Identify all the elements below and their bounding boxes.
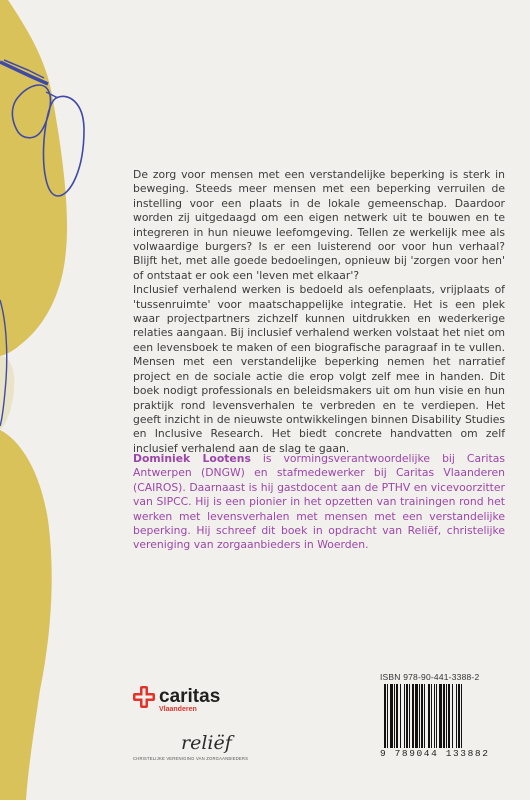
caritas-cross-icon — [133, 686, 155, 708]
relief-logo — [133, 732, 253, 761]
back-cover-blurb — [133, 168, 505, 456]
blurb-paragraph: De zorg voor mensen met een verstandelijke beperking is sterk in beweging. Steeds meer mensen met een beperking verruilen de instelling voor een plaats in de lokale gemeenschap. Daardoor worden zij uitgedaagd om een eigen netwerk uit te bouwen en te integreren in hun nieuwe leefomgeving. Tellen ze werkelijk mee als volwaardige burgers? Is er een luisterend oor voor hun verhaal? Blijft het, met alle goede bedoelingen, opnieuw bij 'zorgen voor hen' of ontstaat er ook een 'leven met elkaar'? — [133, 168, 505, 282]
relief-tagline: CHRISTELIJKE VERENIGING VAN ZORGAANBIEDERS — [133, 756, 249, 761]
caritas-wordmark: caritas — [159, 686, 221, 707]
barcode — [380, 684, 508, 748]
author-bio — [133, 452, 505, 553]
cover-illustration — [0, 0, 130, 800]
caritas-logo — [133, 686, 220, 713]
blurb-paragraph: Inclusief verhalend werken is bedoeld als oefenplaats, vrijplaats of 'tussenruimte' voor maatschappelijke integratie. Het is een plek waar projectpartners zichzelf kunnen uitdrukken en wederkerige relaties aangaan. Bij inclusief verhalend werken volstaat het niet om een levensboek te maken of een biografische paragraaf in te vullen. Mensen met een verstandelijke beperking nemen het narratief project en de sociale actie die erop volgt zelf mee in handen. Dit boek nodigt professionals en beleidsmakers uit om hun visie en hun praktijk rond levensverhalen te verbreden en te verdiepen. Het geeft inzicht in de nieuwste ontwikkelingen binnen Disability Studies en Inclusive Research. Het biedt concrete handvatten om zelf inclusief verhalend aan de slag te gaan. — [133, 283, 505, 455]
relief-wordmark: reliëf — [181, 732, 232, 754]
isbn-label: ISBN 978-90-441-3388-2 — [380, 672, 480, 682]
author-bio-text: is vormingsverantwoordelijke bij Caritas Antwerpen (DNGW) en stafmedewerker bij Caritas Vlaanderen (CAIROS). Daarnaast is hij gastdocent aan de PTHV en vicevoorzitter van SIPCC. Hij is een pionier in het opzetten van trainingen rond het werken met levensverhalen met mensen met een verstandelijke beperking. Hij schreef dit boek in opdracht van Reliëf, christelijke vereniging van zorgaanbieders in Woerden. — [133, 452, 505, 552]
author-name: Dominiek Lootens — [133, 452, 251, 465]
isbn-block — [380, 672, 508, 759]
caritas-region: Vlaanderen — [159, 706, 197, 713]
isbn-digits: 9 789044 133882 — [380, 748, 490, 759]
